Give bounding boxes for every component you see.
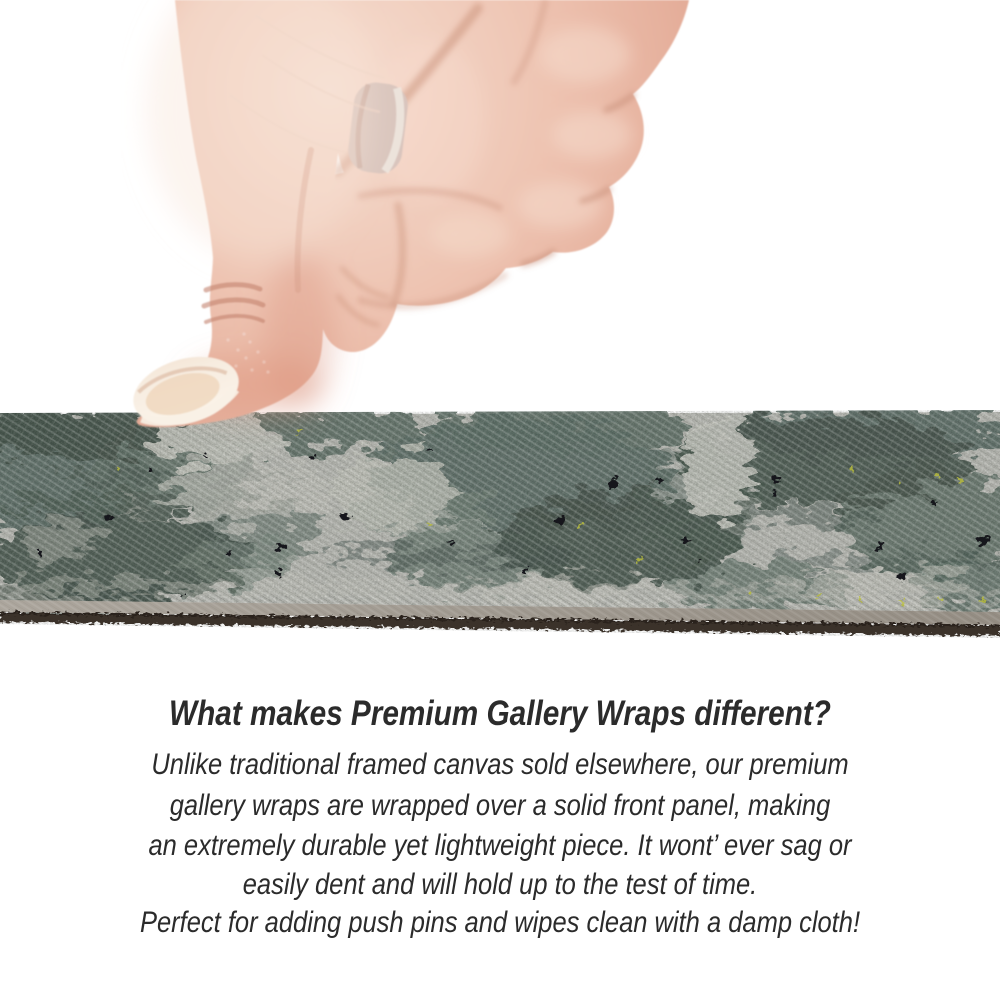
body-line-5: Perfect for adding push pins and wipes clean with a damp cloth! <box>139 906 861 939</box>
body-line-2: gallery wraps are wrapped over a solid front panel, making <box>169 789 831 822</box>
heading: What makes Premium Gallery Wraps different? <box>169 694 831 733</box>
curled-fingers <box>321 0 689 352</box>
body-line-3: an extremely durable yet lightweight piece. It wont’ ever sag or <box>148 829 852 862</box>
body-line-4: easily dent and will hold up to the test of time. <box>242 868 758 901</box>
body-line-1: Unlike traditional framed canvas sold elsewhere, our premium <box>151 748 849 781</box>
canvas-strip <box>0 400 1000 640</box>
hand-photo <box>125 0 689 437</box>
